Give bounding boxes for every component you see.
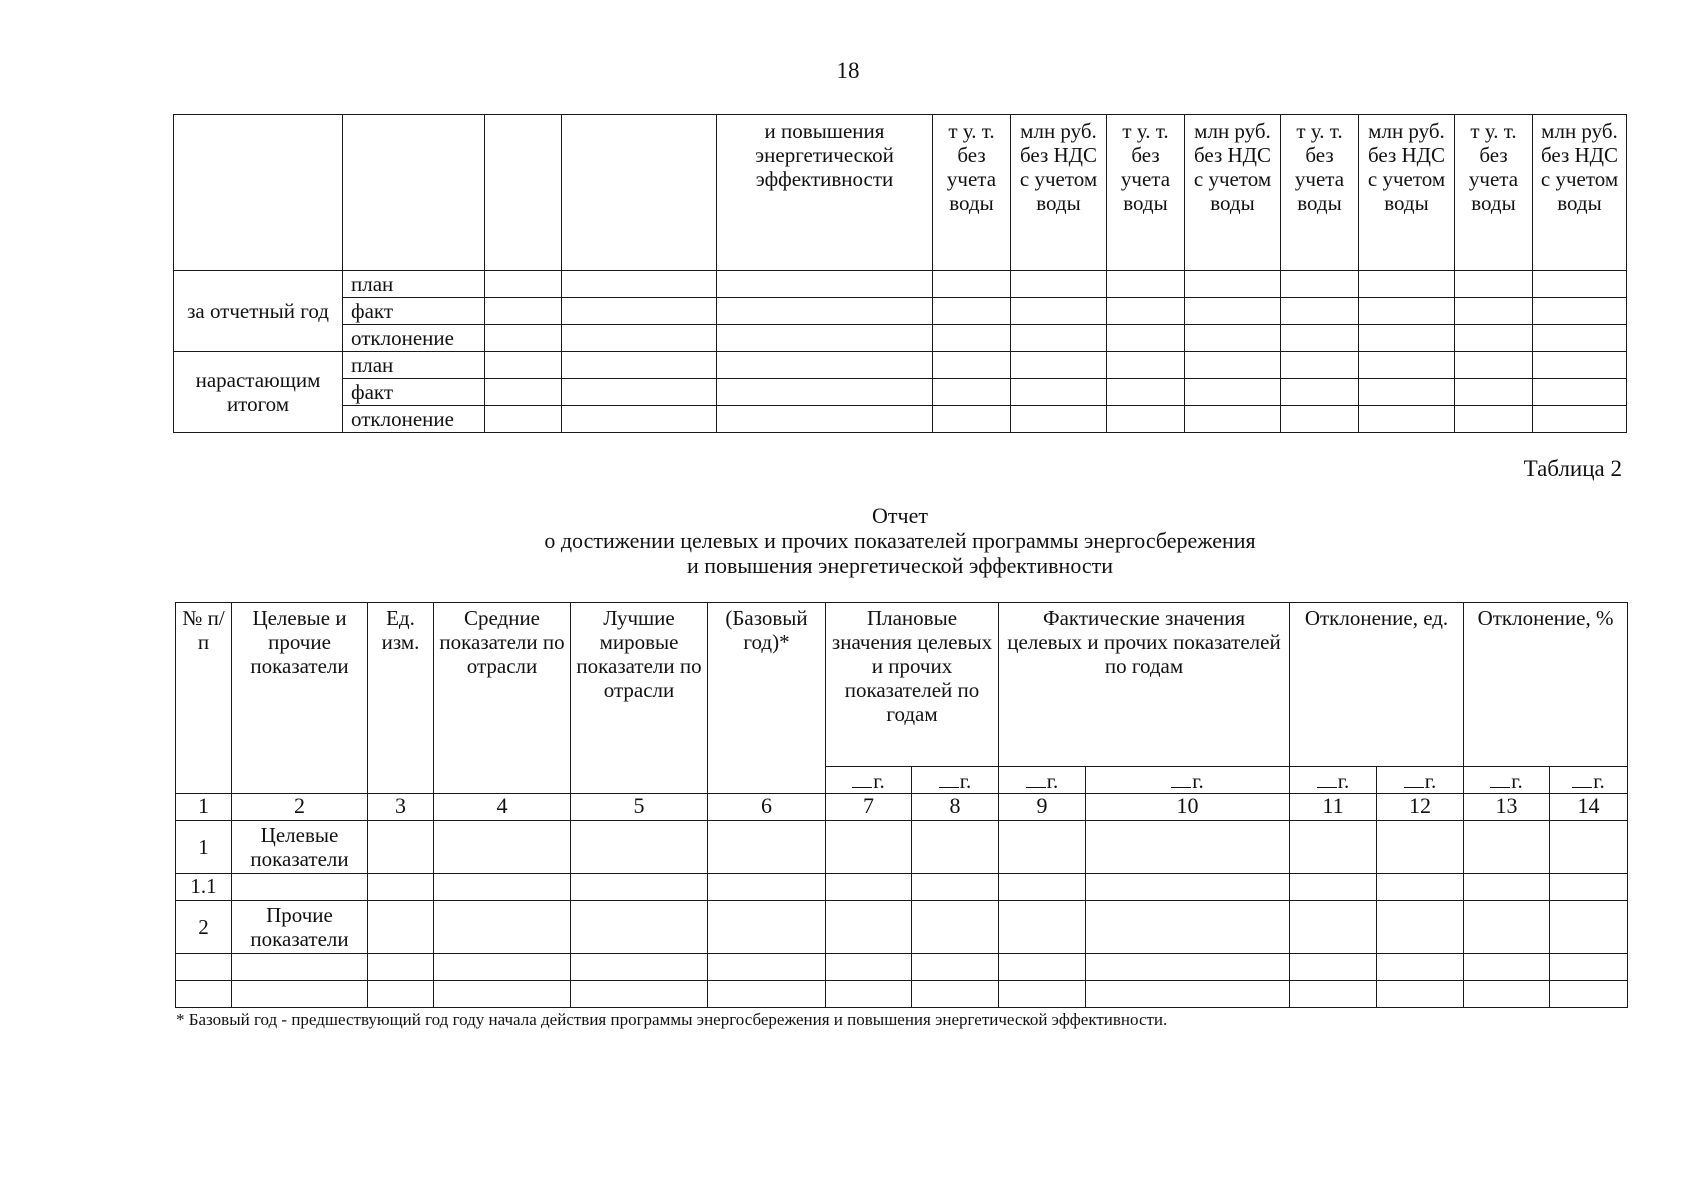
header-tut: т у. т. без учета воды — [1281, 115, 1359, 271]
group-label-reporting-year: за отчетный год — [174, 271, 343, 352]
header-mln: млн руб. без НДС с учетом воды — [1011, 115, 1107, 271]
row-label-deviation: отклонение — [343, 325, 485, 352]
year-cell: г. — [1464, 767, 1550, 794]
table-1-header-row — [174, 115, 1627, 271]
row-label-fact: факт — [343, 379, 485, 406]
header-number: № п/п — [176, 603, 232, 794]
header-tut: т у. т. без учета воды — [933, 115, 1011, 271]
row-number: 1.1 — [176, 874, 232, 901]
table-2-number-row — [176, 794, 1628, 821]
table-row — [174, 271, 1627, 298]
header-indicators: Целевые и прочие показатели — [232, 603, 368, 794]
table-row — [174, 298, 1627, 325]
column-number: 4 — [434, 794, 571, 821]
header-mln: млн руб. без НДС с учетом воды — [1533, 115, 1627, 271]
header-unit: Ед. изм. — [368, 603, 434, 794]
report-title-line-3: и повышения энергетической эффективности — [686, 553, 1114, 578]
table-row — [174, 406, 1627, 433]
header-planned-values: Плановые значения целевых и прочих показателей по годам — [826, 603, 999, 767]
row-number: 1 — [176, 821, 232, 874]
year-cell: г. — [826, 767, 912, 794]
year-cell: г. — [999, 767, 1086, 794]
year-cell: г. — [1550, 767, 1628, 794]
group-label-cumulative: нарастающим итогом — [174, 352, 343, 433]
report-title-line-2: о достижении целевых и прочих показателей программы энергосбережения — [544, 528, 1256, 553]
page-number: 18 — [836, 58, 860, 83]
row-indicator-name: Прочие показатели — [232, 901, 368, 954]
footnote: * Базовый год - предшествующий год году начала действия программы энергосбережения и повышения энергетической эффективности. — [176, 1010, 1168, 1029]
column-number: 7 — [826, 794, 912, 821]
column-number: 8 — [912, 794, 999, 821]
table-1 — [173, 114, 1627, 433]
row-label-deviation: отклонение — [343, 406, 485, 433]
column-number: 6 — [708, 794, 826, 821]
year-cell: г. — [1377, 767, 1464, 794]
header-deviation-percent: Отклонение, % — [1464, 603, 1628, 767]
header-deviation-units: Отклонение, ед. — [1290, 603, 1464, 767]
column-number: 5 — [571, 794, 708, 821]
table-2-header-row — [176, 603, 1628, 767]
column-number: 9 — [999, 794, 1086, 821]
table-row — [174, 352, 1627, 379]
column-number: 11 — [1290, 794, 1377, 821]
table-row — [176, 901, 1628, 954]
table-row — [176, 981, 1628, 1008]
row-number: 2 — [176, 901, 232, 954]
column-number: 13 — [1464, 794, 1550, 821]
column-number: 12 — [1377, 794, 1464, 821]
table-2 — [175, 602, 1628, 1008]
header-tut: т у. т. без учета воды — [1107, 115, 1185, 271]
column-number: 1 — [176, 794, 232, 821]
column-number: 3 — [368, 794, 434, 821]
table-row — [176, 874, 1628, 901]
table-row — [174, 325, 1627, 352]
header-tut: т у. т. без учета воды — [1455, 115, 1533, 271]
table-row — [176, 954, 1628, 981]
header-actual-values: Фактические значения целевых и прочих показателей по годам — [999, 603, 1290, 767]
row-indicator-name — [232, 874, 368, 901]
table-label: Таблица 2 — [1523, 456, 1622, 481]
row-indicator-name: Целевые показатели — [232, 821, 368, 874]
row-label-plan: план — [343, 271, 485, 298]
year-cell: г. — [912, 767, 999, 794]
table-row — [176, 821, 1628, 874]
report-title-line-1: Отчет — [872, 503, 928, 528]
year-cell: г. — [1290, 767, 1377, 794]
header-base-year: (Базовый год)* — [708, 603, 826, 794]
header-energy-efficiency: и повышения энергетической эффективности — [717, 115, 933, 271]
row-label-fact: факт — [343, 298, 485, 325]
column-number: 2 — [232, 794, 368, 821]
column-number: 14 — [1550, 794, 1628, 821]
header-mln: млн руб. без НДС с учетом воды — [1185, 115, 1281, 271]
year-cell: г. — [1086, 767, 1290, 794]
column-number: 10 — [1086, 794, 1290, 821]
table-row — [174, 379, 1627, 406]
report-title — [0, 503, 1696, 578]
header-world-best: Лучшие мировые показатели по отрасли — [571, 603, 708, 794]
row-label-plan: план — [343, 352, 485, 379]
header-mln: млн руб. без НДС с учетом воды — [1359, 115, 1455, 271]
header-industry-average: Средние показатели по отрасли — [434, 603, 571, 794]
